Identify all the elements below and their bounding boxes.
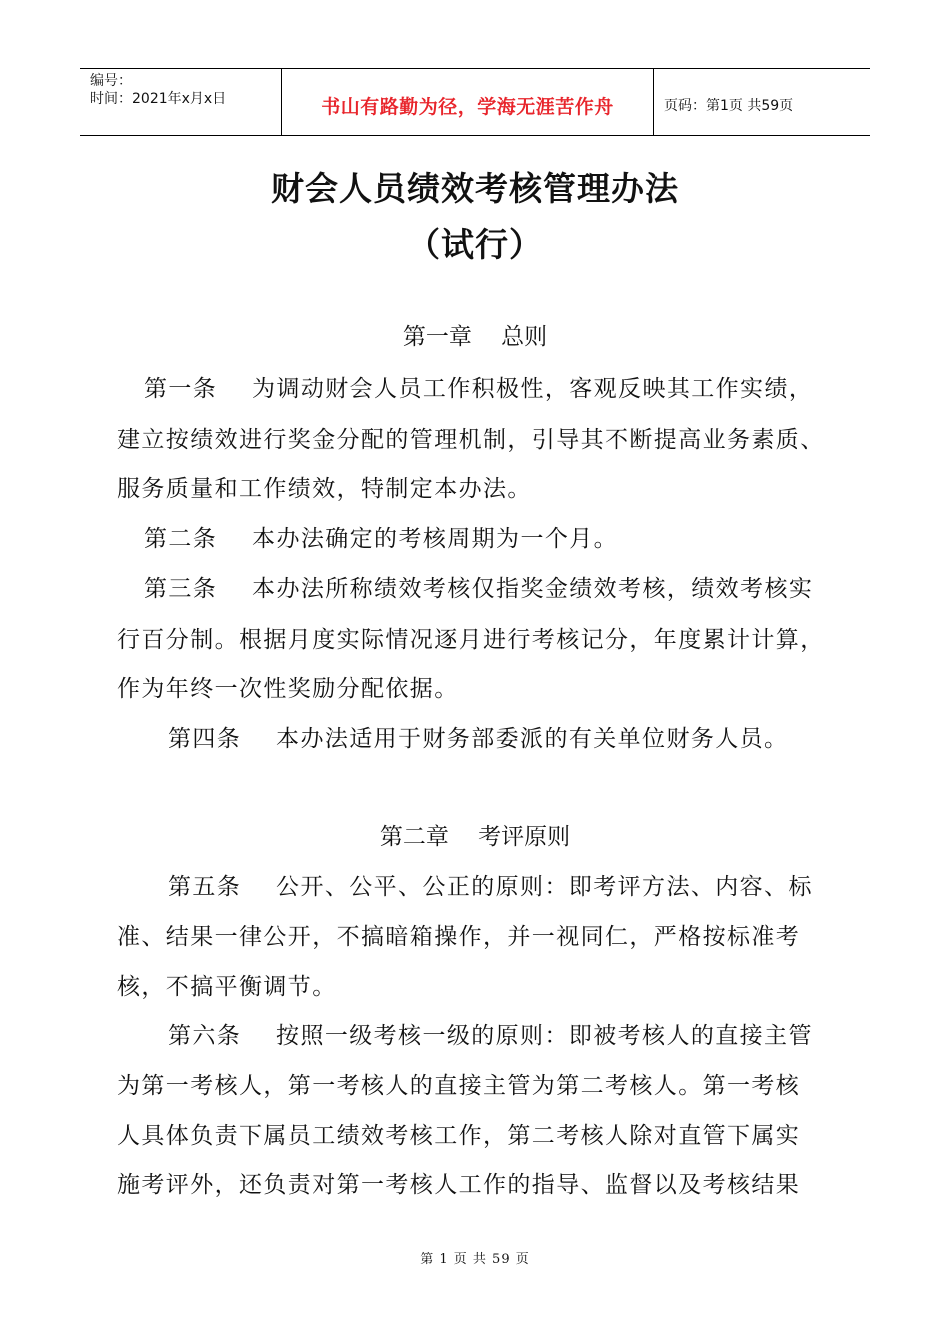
paragraph-line: 建立按绩效进行奖金分配的管理机制，引导其不断提高业务素质、 xyxy=(117,427,825,453)
paragraph-line: 第五条 公开、公平、公正的原则：即考评方法、内容、标 xyxy=(168,874,813,900)
paragraph-line: 第六条 按照一级考核一级的原则：即被考核人的直接主管 xyxy=(168,1023,813,1049)
document-title: 财会人员绩效考核管理办法 xyxy=(271,169,679,208)
paragraph-line: 人具体负责下属员工绩效考核工作，第二考核人除对直管下属实 xyxy=(117,1123,801,1149)
number-label: 编号： xyxy=(90,73,132,89)
paragraph-line: 准、结果一律公开，不搞暗箱操作，并一视同仁，严格按标准考 xyxy=(117,924,801,950)
document-subtitle: （试行） xyxy=(407,225,543,264)
paragraph-line: 施考评外，还负责对第一考核人工作的指导、监督以及考核结果 xyxy=(117,1172,801,1198)
chapter-heading: 第一章 总则 xyxy=(402,324,548,350)
page-footer: 第 1 页 共 59 页 xyxy=(420,1252,530,1267)
chapter-heading: 第二章 考评原则 xyxy=(379,824,571,850)
paragraph-line: 核，不搞平衡调节。 xyxy=(117,974,337,1000)
paragraph-line: 作为年终一次性奖励分配依据。 xyxy=(117,676,459,702)
paragraph-line: 第二条 本办法确定的考核周期为一个月。 xyxy=(144,526,619,552)
time-label: 时间：2021年x月x日 xyxy=(90,91,227,107)
paragraph-line: 第三条 本办法所称绩效考核仅指奖金绩效考核，绩效考核实 xyxy=(144,576,814,602)
paragraph-line: 行百分制。根据月度实际情况逐月进行考核记分，年度累计计算， xyxy=(117,627,825,653)
paragraph-line: 第一条 为调动财会人员工作积极性，客观反映其工作实绩， xyxy=(144,376,814,402)
page-info: 页码：第1页 共59页 xyxy=(664,98,794,114)
header-page-cell xyxy=(654,69,870,135)
paragraph-line: 服务质量和工作绩效，特制定本办法。 xyxy=(117,476,532,502)
header-motto-cell xyxy=(282,69,654,135)
paragraph-line: 为第一考核人，第一考核人的直接主管为第二考核人。第一考核 xyxy=(117,1073,801,1099)
paragraph-line: 第四条 本办法适用于财务部委派的有关单位财务人员。 xyxy=(168,726,789,752)
motto-text: 书山有路勤为径，学海无涯苦作舟 xyxy=(321,95,614,118)
document-header xyxy=(80,68,870,136)
header-meta-cell xyxy=(80,69,282,135)
